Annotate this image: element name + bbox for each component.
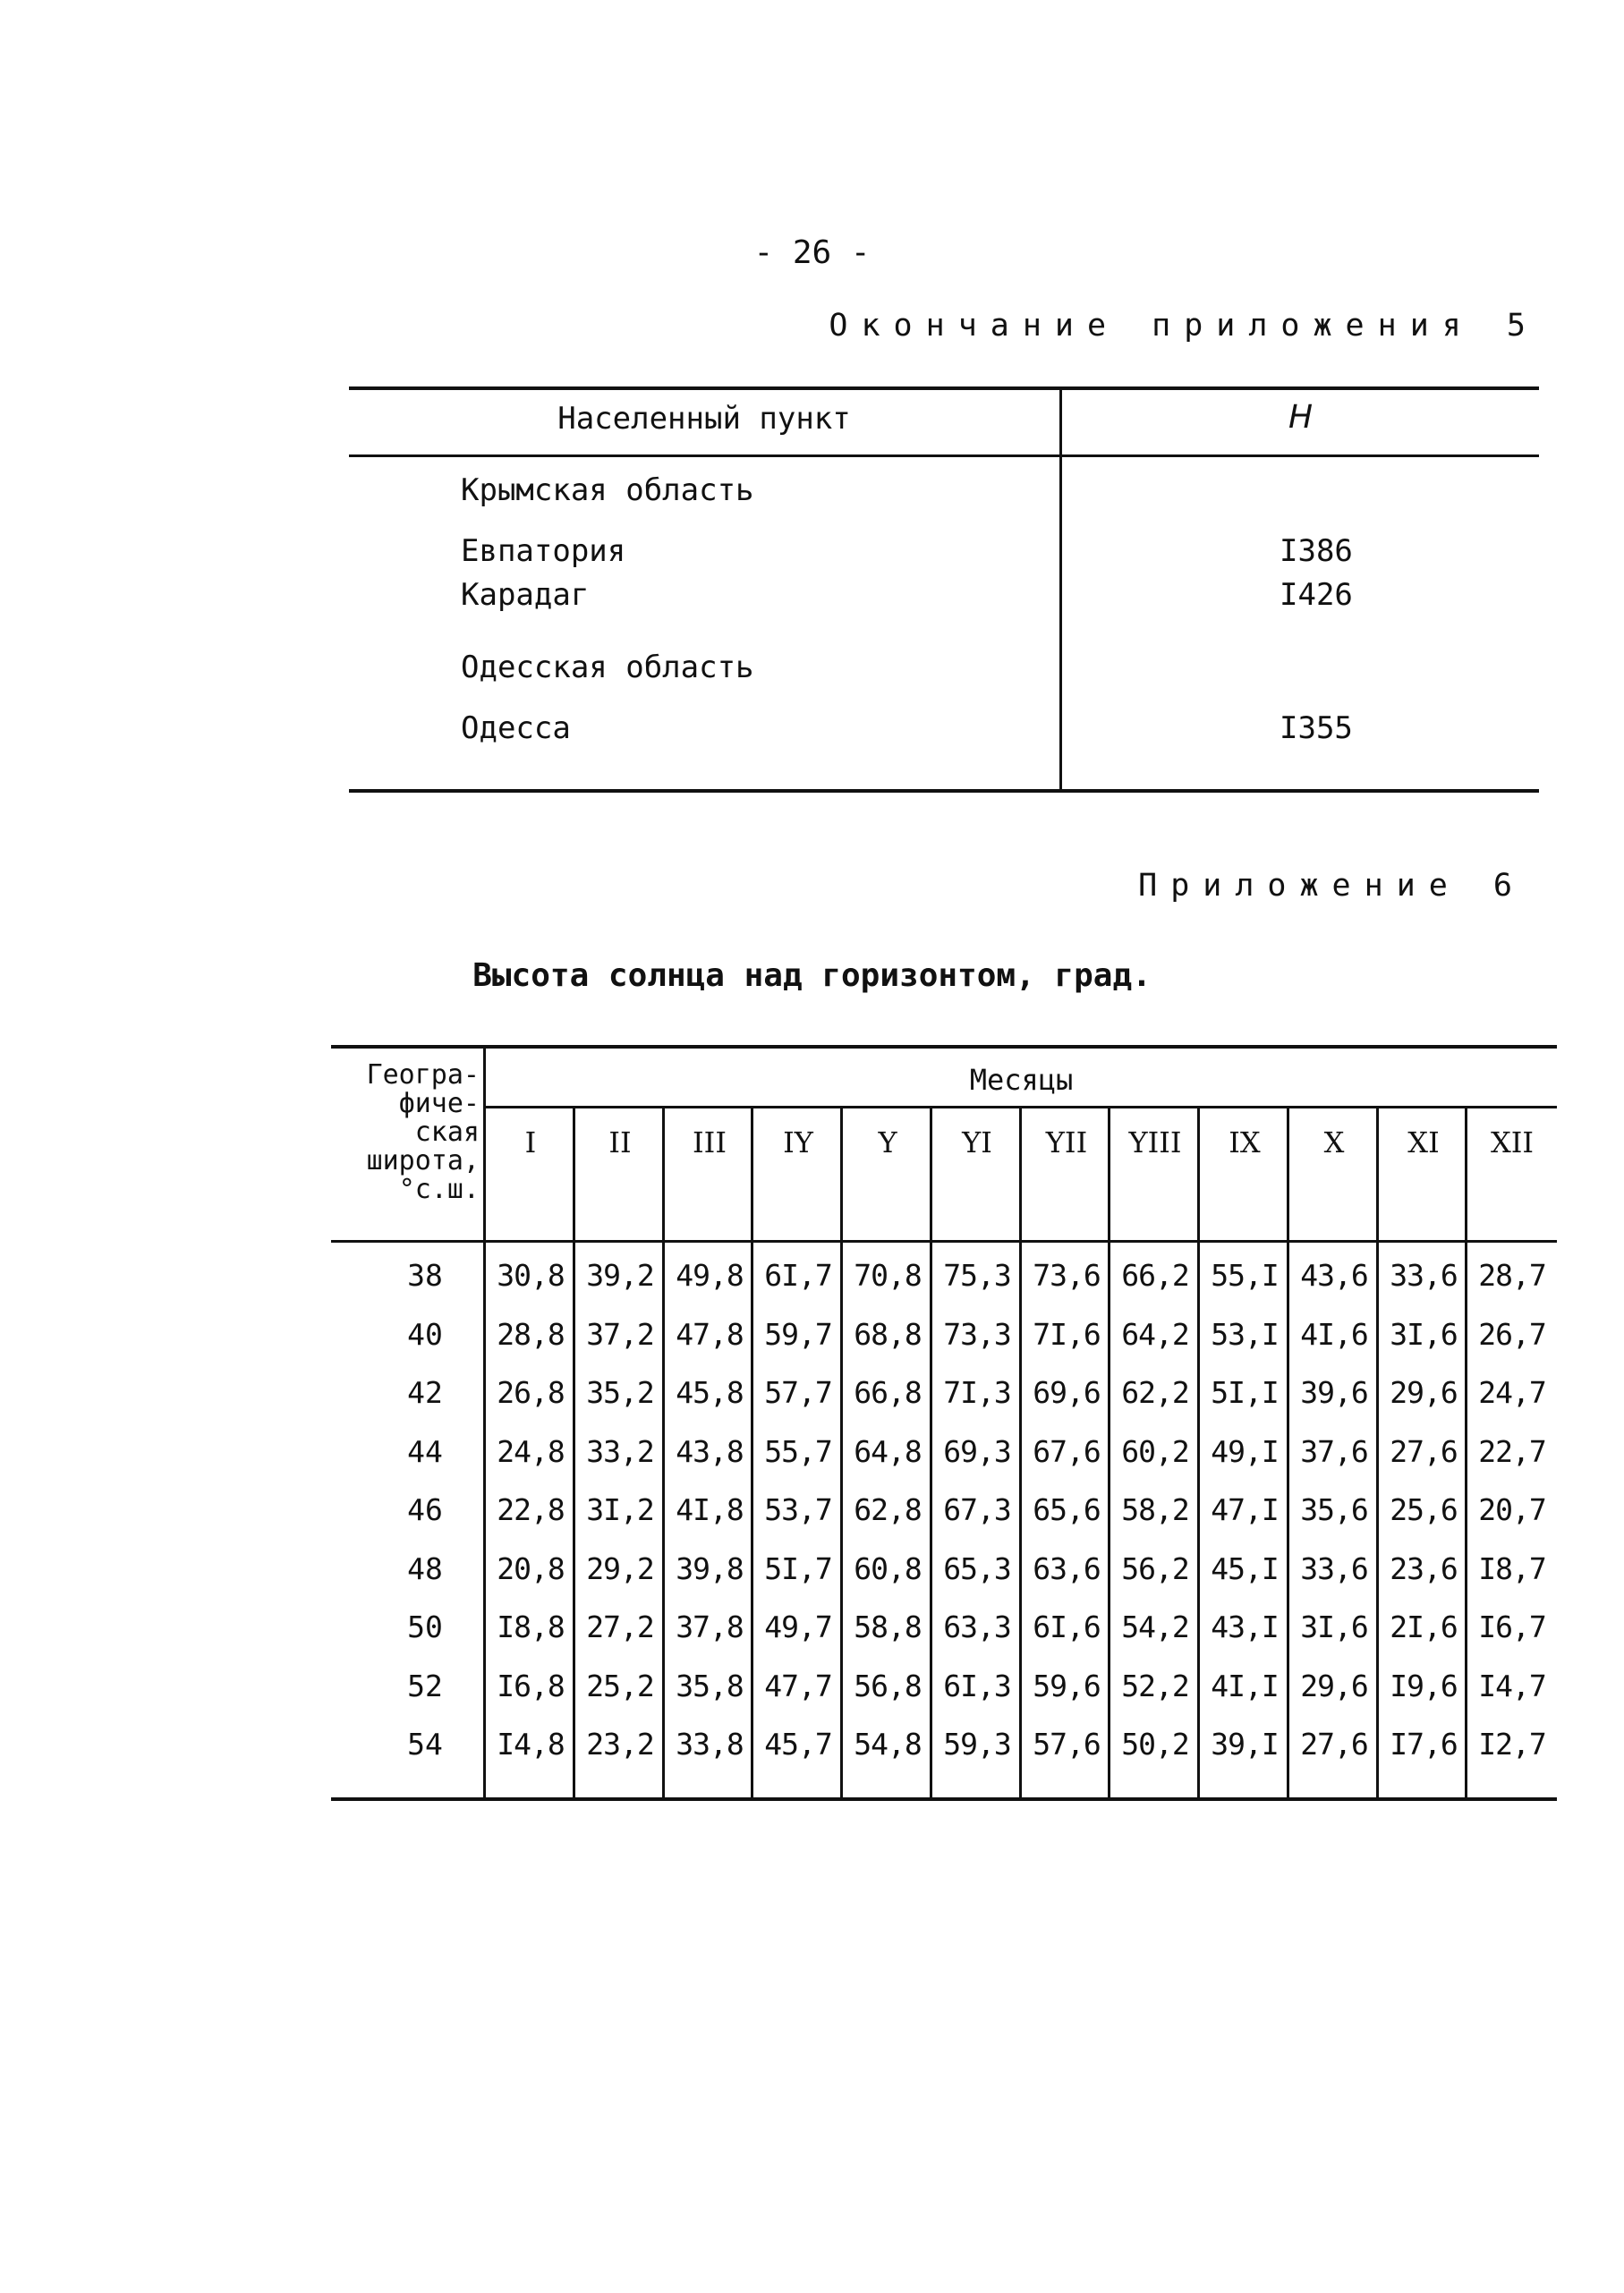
value-cell: 29,2 bbox=[586, 1551, 654, 1586]
value-cell: 35,2 bbox=[586, 1375, 654, 1410]
value-cell: 33,6 bbox=[1390, 1258, 1458, 1293]
value-cell: 4I,8 bbox=[676, 1492, 744, 1527]
value-cell: 3I,6 bbox=[1390, 1317, 1458, 1352]
value-cell: 47,8 bbox=[676, 1317, 744, 1352]
month-header: YI bbox=[962, 1125, 992, 1159]
month-header: Y bbox=[878, 1125, 897, 1159]
appendix5-table bbox=[349, 386, 1539, 792]
latitude-cell: 42 bbox=[407, 1375, 443, 1410]
month-header: III bbox=[693, 1125, 727, 1159]
value-cell: 47,7 bbox=[764, 1669, 832, 1703]
value-cell: 27,2 bbox=[586, 1609, 654, 1644]
month-header: II bbox=[608, 1125, 632, 1159]
value-cell: 29,6 bbox=[1300, 1669, 1368, 1703]
settlement-name: Евпатория bbox=[461, 533, 626, 569]
value-cell: 43,8 bbox=[676, 1434, 744, 1469]
value-cell: 53,7 bbox=[764, 1492, 832, 1527]
value-cell: 33,2 bbox=[586, 1434, 654, 1469]
value-cell: 39,6 bbox=[1300, 1375, 1368, 1410]
value-cell: 27,6 bbox=[1390, 1434, 1458, 1469]
value-cell: 60,8 bbox=[854, 1551, 922, 1586]
region-name: Крымская область bbox=[461, 472, 754, 508]
value-cell: 5I,7 bbox=[764, 1551, 832, 1586]
value-cell: I8,7 bbox=[1478, 1551, 1546, 1586]
value-cell: 58,8 bbox=[854, 1609, 922, 1644]
value-cell: 60,2 bbox=[1121, 1434, 1189, 1469]
value-cell: 7I,3 bbox=[943, 1375, 1011, 1410]
value-cell: 20,7 bbox=[1478, 1492, 1546, 1527]
value-cell: 64,2 bbox=[1121, 1317, 1189, 1352]
latitude-cell: 54 bbox=[407, 1727, 443, 1762]
value-cell: I6,8 bbox=[497, 1669, 565, 1703]
value-cell: 49,7 bbox=[764, 1609, 832, 1644]
value-cell: 65,6 bbox=[1033, 1492, 1101, 1527]
value-cell: 65,3 bbox=[943, 1551, 1011, 1586]
header-line: °с.ш. bbox=[398, 1174, 480, 1205]
header-line: ская bbox=[414, 1117, 480, 1148]
value-cell: 5I,I bbox=[1211, 1375, 1279, 1410]
value-cell: 50,2 bbox=[1121, 1727, 1189, 1762]
table-column-divider bbox=[1059, 386, 1062, 792]
settlement-name: Карадаг bbox=[461, 577, 590, 613]
value-cell: 47,I bbox=[1211, 1492, 1279, 1527]
value-cell: 59,6 bbox=[1033, 1669, 1101, 1703]
appendix6-title: Высота солнца над горизонтом, град. bbox=[472, 957, 1152, 994]
value-cell: I4,8 bbox=[497, 1727, 565, 1762]
latitude-cell: 52 bbox=[407, 1669, 443, 1703]
value-cell: 23,6 bbox=[1390, 1551, 1458, 1586]
value-cell: I2,7 bbox=[1478, 1727, 1546, 1762]
value-cell: 57,7 bbox=[764, 1375, 832, 1410]
column-header-settlement: Населенный пункт bbox=[557, 401, 851, 437]
value-cell: 55,I bbox=[1211, 1258, 1279, 1293]
column-header-h: H bbox=[1288, 399, 1314, 436]
month-header: YII bbox=[1045, 1125, 1088, 1159]
value-cell: 49,I bbox=[1211, 1434, 1279, 1469]
value-cell: 6I,3 bbox=[943, 1669, 1011, 1703]
header-line: Геогра- bbox=[366, 1059, 480, 1091]
value-cell: 68,8 bbox=[854, 1317, 922, 1352]
value-cell: 7I,6 bbox=[1033, 1317, 1101, 1352]
value-cell: 37,8 bbox=[676, 1609, 744, 1644]
value-cell: 4I,I bbox=[1211, 1669, 1279, 1703]
value-cell: 37,2 bbox=[586, 1317, 654, 1352]
value-cell: 26,8 bbox=[497, 1375, 565, 1410]
value-cell: 52,2 bbox=[1121, 1669, 1189, 1703]
value-cell: 29,6 bbox=[1390, 1375, 1458, 1410]
month-header: XI bbox=[1407, 1125, 1440, 1159]
table-rule-header bbox=[349, 454, 1539, 457]
value-cell: 3I,6 bbox=[1300, 1609, 1368, 1644]
latitude-cell: 50 bbox=[407, 1609, 443, 1644]
latitude-cell: 46 bbox=[407, 1492, 443, 1527]
table-rule-bottom bbox=[349, 789, 1539, 793]
value-cell: 25,2 bbox=[586, 1669, 654, 1703]
value-cell: 4I,6 bbox=[1300, 1317, 1368, 1352]
table-rule-top bbox=[331, 1045, 1557, 1049]
value-cell: 66,2 bbox=[1121, 1258, 1189, 1293]
value-cell: 45,7 bbox=[764, 1727, 832, 1762]
value-cell: I4,7 bbox=[1478, 1669, 1546, 1703]
value-cell: 62,2 bbox=[1121, 1375, 1189, 1410]
month-header: I bbox=[524, 1125, 537, 1159]
value-cell: 57,6 bbox=[1033, 1727, 1101, 1762]
latitude-cell: 40 bbox=[407, 1317, 443, 1352]
value-cell: 25,6 bbox=[1390, 1492, 1458, 1527]
header-line: широта, bbox=[366, 1145, 480, 1176]
value-cell: 28,8 bbox=[497, 1317, 565, 1352]
value-cell: 63,6 bbox=[1033, 1551, 1101, 1586]
value-cell: 56,8 bbox=[854, 1669, 922, 1703]
value-cell: I8,8 bbox=[497, 1609, 565, 1644]
table-rule-top bbox=[349, 386, 1539, 390]
value-cell: 56,2 bbox=[1121, 1551, 1189, 1586]
value-cell: 67,3 bbox=[943, 1492, 1011, 1527]
value-cell: 35,8 bbox=[676, 1669, 744, 1703]
value-cell: 54,8 bbox=[854, 1727, 922, 1762]
value-cell: 73,3 bbox=[943, 1317, 1011, 1352]
table-rule-header bbox=[331, 1240, 1557, 1243]
column-header-latitude bbox=[331, 1061, 483, 1204]
value-cell: 24,8 bbox=[497, 1434, 565, 1469]
value-cell: 20,8 bbox=[497, 1551, 565, 1586]
value-cell: 69,6 bbox=[1033, 1375, 1101, 1410]
month-header: YIII bbox=[1128, 1125, 1182, 1159]
value-cell: 27,6 bbox=[1300, 1727, 1368, 1762]
value-cell: 22,7 bbox=[1478, 1434, 1546, 1469]
value-cell: 53,I bbox=[1211, 1317, 1279, 1352]
value-cell: 39,2 bbox=[586, 1258, 654, 1293]
value-cell: 33,6 bbox=[1300, 1551, 1368, 1586]
latitude-cell: 38 bbox=[407, 1258, 443, 1293]
value-cell: 24,7 bbox=[1478, 1375, 1546, 1410]
value-cell: 69,3 bbox=[943, 1434, 1011, 1469]
value-cell: 6I,6 bbox=[1033, 1609, 1101, 1644]
sun-height-table bbox=[331, 1045, 1557, 1801]
h-value: I426 bbox=[1280, 577, 1353, 613]
value-cell: 39,8 bbox=[676, 1551, 744, 1586]
value-cell: 35,6 bbox=[1300, 1492, 1368, 1527]
month-header: IY bbox=[783, 1125, 813, 1159]
value-cell: 67,6 bbox=[1033, 1434, 1101, 1469]
value-cell: 26,7 bbox=[1478, 1317, 1546, 1352]
latitude-cell: 48 bbox=[407, 1551, 443, 1586]
value-cell: 43,6 bbox=[1300, 1258, 1368, 1293]
h-value: I355 bbox=[1280, 710, 1353, 746]
h-value: I386 bbox=[1280, 533, 1353, 569]
value-cell: 39,I bbox=[1211, 1727, 1279, 1762]
value-cell: 55,7 bbox=[764, 1434, 832, 1469]
value-cell: 2I,6 bbox=[1390, 1609, 1458, 1644]
month-header: IX bbox=[1229, 1125, 1261, 1159]
value-cell: 23,2 bbox=[586, 1727, 654, 1762]
value-cell: 75,3 bbox=[943, 1258, 1011, 1293]
value-cell: 64,8 bbox=[854, 1434, 922, 1469]
latitude-cell: 44 bbox=[407, 1434, 443, 1469]
value-cell: 33,8 bbox=[676, 1727, 744, 1762]
value-cell: 37,6 bbox=[1300, 1434, 1368, 1469]
page-number: - 26 - bbox=[753, 234, 871, 271]
value-cell: 45,8 bbox=[676, 1375, 744, 1410]
value-cell: 49,8 bbox=[676, 1258, 744, 1293]
column-header-months: Месяцы bbox=[969, 1063, 1074, 1097]
value-cell: 59,7 bbox=[764, 1317, 832, 1352]
value-cell: 54,2 bbox=[1121, 1609, 1189, 1644]
table-rule-bottom bbox=[331, 1797, 1557, 1801]
value-cell: I9,6 bbox=[1390, 1669, 1458, 1703]
region-name: Одесская область bbox=[461, 650, 754, 685]
appendix5-caption: Окончание приложения 5 bbox=[829, 308, 1539, 344]
value-cell: 73,6 bbox=[1033, 1258, 1101, 1293]
value-cell: 62,8 bbox=[854, 1492, 922, 1527]
appendix6-caption: Приложение 6 bbox=[1138, 868, 1526, 904]
value-cell: 28,7 bbox=[1478, 1258, 1546, 1293]
value-cell: I6,7 bbox=[1478, 1609, 1546, 1644]
value-cell: 66,8 bbox=[854, 1375, 922, 1410]
value-cell: 63,3 bbox=[943, 1609, 1011, 1644]
settlement-name: Одесса bbox=[461, 710, 571, 746]
value-cell: 6I,7 bbox=[764, 1258, 832, 1293]
value-cell: 45,I bbox=[1211, 1551, 1279, 1586]
header-line: фиче- bbox=[398, 1088, 480, 1119]
value-cell: 59,3 bbox=[943, 1727, 1011, 1762]
value-cell: 3I,2 bbox=[586, 1492, 654, 1527]
value-cell: 70,8 bbox=[854, 1258, 922, 1293]
value-cell: 58,2 bbox=[1121, 1492, 1189, 1527]
month-header: XII bbox=[1490, 1125, 1535, 1159]
value-cell: 30,8 bbox=[497, 1258, 565, 1293]
value-cell: I7,6 bbox=[1390, 1727, 1458, 1762]
value-cell: 43,I bbox=[1211, 1609, 1279, 1644]
value-cell: 22,8 bbox=[497, 1492, 565, 1527]
month-header: X bbox=[1323, 1125, 1345, 1159]
